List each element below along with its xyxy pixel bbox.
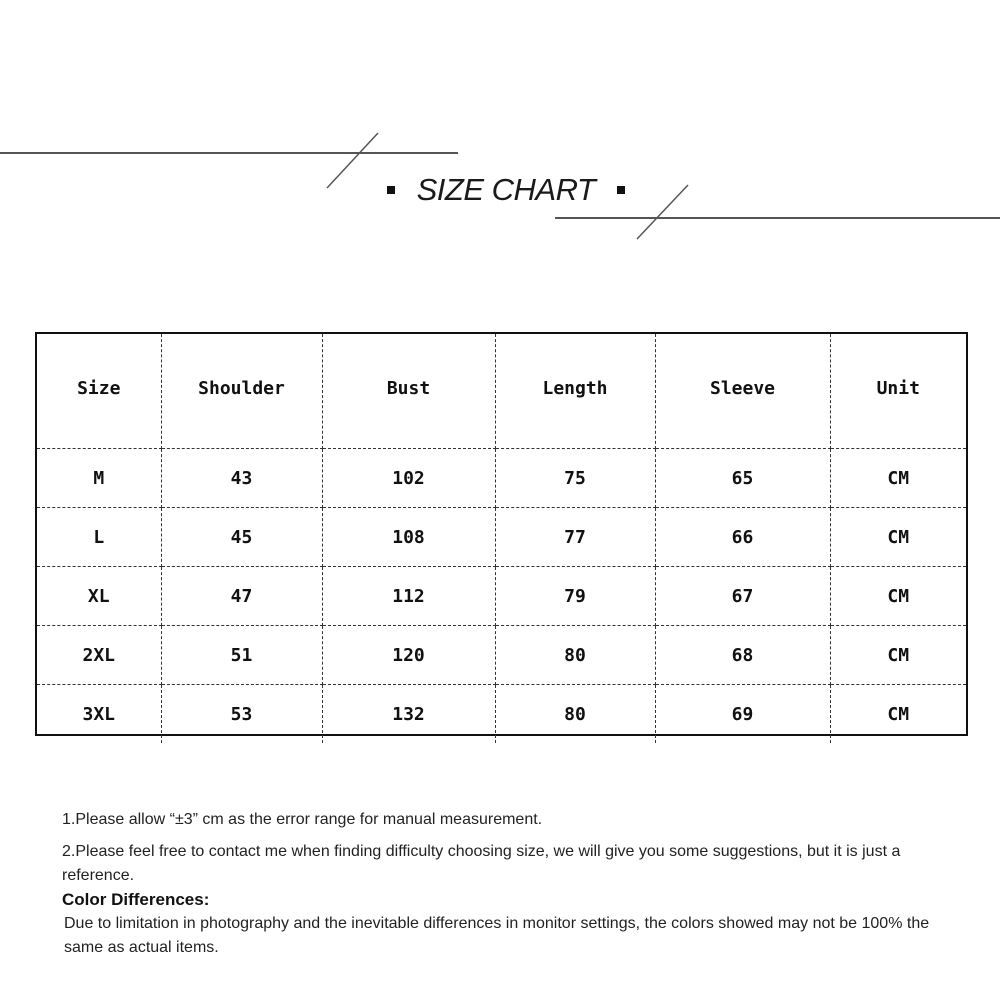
cell-size: XL xyxy=(37,567,161,626)
left-slash-line xyxy=(327,133,378,188)
table-row xyxy=(37,626,966,685)
cell-bust: 108 xyxy=(322,508,495,567)
color-differences-text: Due to limitation in photography and the inevitable differences in monitor settings, the colors showed may not be 100% the same as actual items. xyxy=(64,915,930,956)
table-header-row xyxy=(37,334,966,449)
cell-unit: CM xyxy=(830,508,966,567)
size-table xyxy=(37,334,966,743)
cell-bust: 102 xyxy=(322,449,495,508)
note-contact: 2.Please feel free to contact me when finding difficulty choosing size, we will give you some suggestions, but it is just a reference. xyxy=(62,843,901,884)
column-header-size: Size xyxy=(37,334,161,449)
title-block xyxy=(376,168,636,212)
column-header-bust: Bust xyxy=(322,334,495,449)
cell-shoulder: 45 xyxy=(161,508,322,567)
cell-unit: CM xyxy=(830,449,966,508)
cell-size: M xyxy=(37,449,161,508)
note-measurement-error: 1.Please allow “±3” cm as the error range for manual measurement. xyxy=(62,811,543,828)
cell-shoulder: 43 xyxy=(161,449,322,508)
cell-shoulder: 47 xyxy=(161,567,322,626)
cell-shoulder: 51 xyxy=(161,626,322,685)
cell-sleeve: 69 xyxy=(655,685,830,744)
cell-size: 3XL xyxy=(37,685,161,744)
cell-length: 80 xyxy=(495,626,655,685)
cell-unit: CM xyxy=(830,567,966,626)
right-slash-line xyxy=(637,185,688,239)
cell-bust: 132 xyxy=(322,685,495,744)
column-header-length: Length xyxy=(495,334,655,449)
table-row xyxy=(37,508,966,567)
color-differences-heading: Color Differences: xyxy=(62,890,210,909)
column-header-shoulder: Shoulder xyxy=(161,334,322,449)
table-row xyxy=(37,449,966,508)
right-square-bullet-icon xyxy=(617,186,625,194)
cell-bust: 112 xyxy=(322,567,495,626)
cell-sleeve: 66 xyxy=(655,508,830,567)
cell-unit: CM xyxy=(830,626,966,685)
cell-length: 77 xyxy=(495,508,655,567)
cell-sleeve: 65 xyxy=(655,449,830,508)
cell-size: L xyxy=(37,508,161,567)
cell-length: 79 xyxy=(495,567,655,626)
column-header-unit: Unit xyxy=(830,334,966,449)
cell-length: 75 xyxy=(495,449,655,508)
cell-shoulder: 53 xyxy=(161,685,322,744)
notes-section xyxy=(62,808,942,960)
cell-unit: CM xyxy=(887,703,910,725)
cell-length: 80 xyxy=(495,685,655,744)
left-square-bullet-icon xyxy=(387,186,395,194)
size-table-container xyxy=(35,332,968,736)
table-row xyxy=(37,685,966,744)
cell-bust: 120 xyxy=(322,626,495,685)
cell-sleeve: 67 xyxy=(655,567,830,626)
column-header-sleeve: Sleeve xyxy=(655,334,830,449)
cell-size: 2XL xyxy=(37,626,161,685)
page-title: SIZE CHART xyxy=(416,172,596,207)
table-row xyxy=(37,567,966,626)
cell-sleeve: 68 xyxy=(655,626,830,685)
